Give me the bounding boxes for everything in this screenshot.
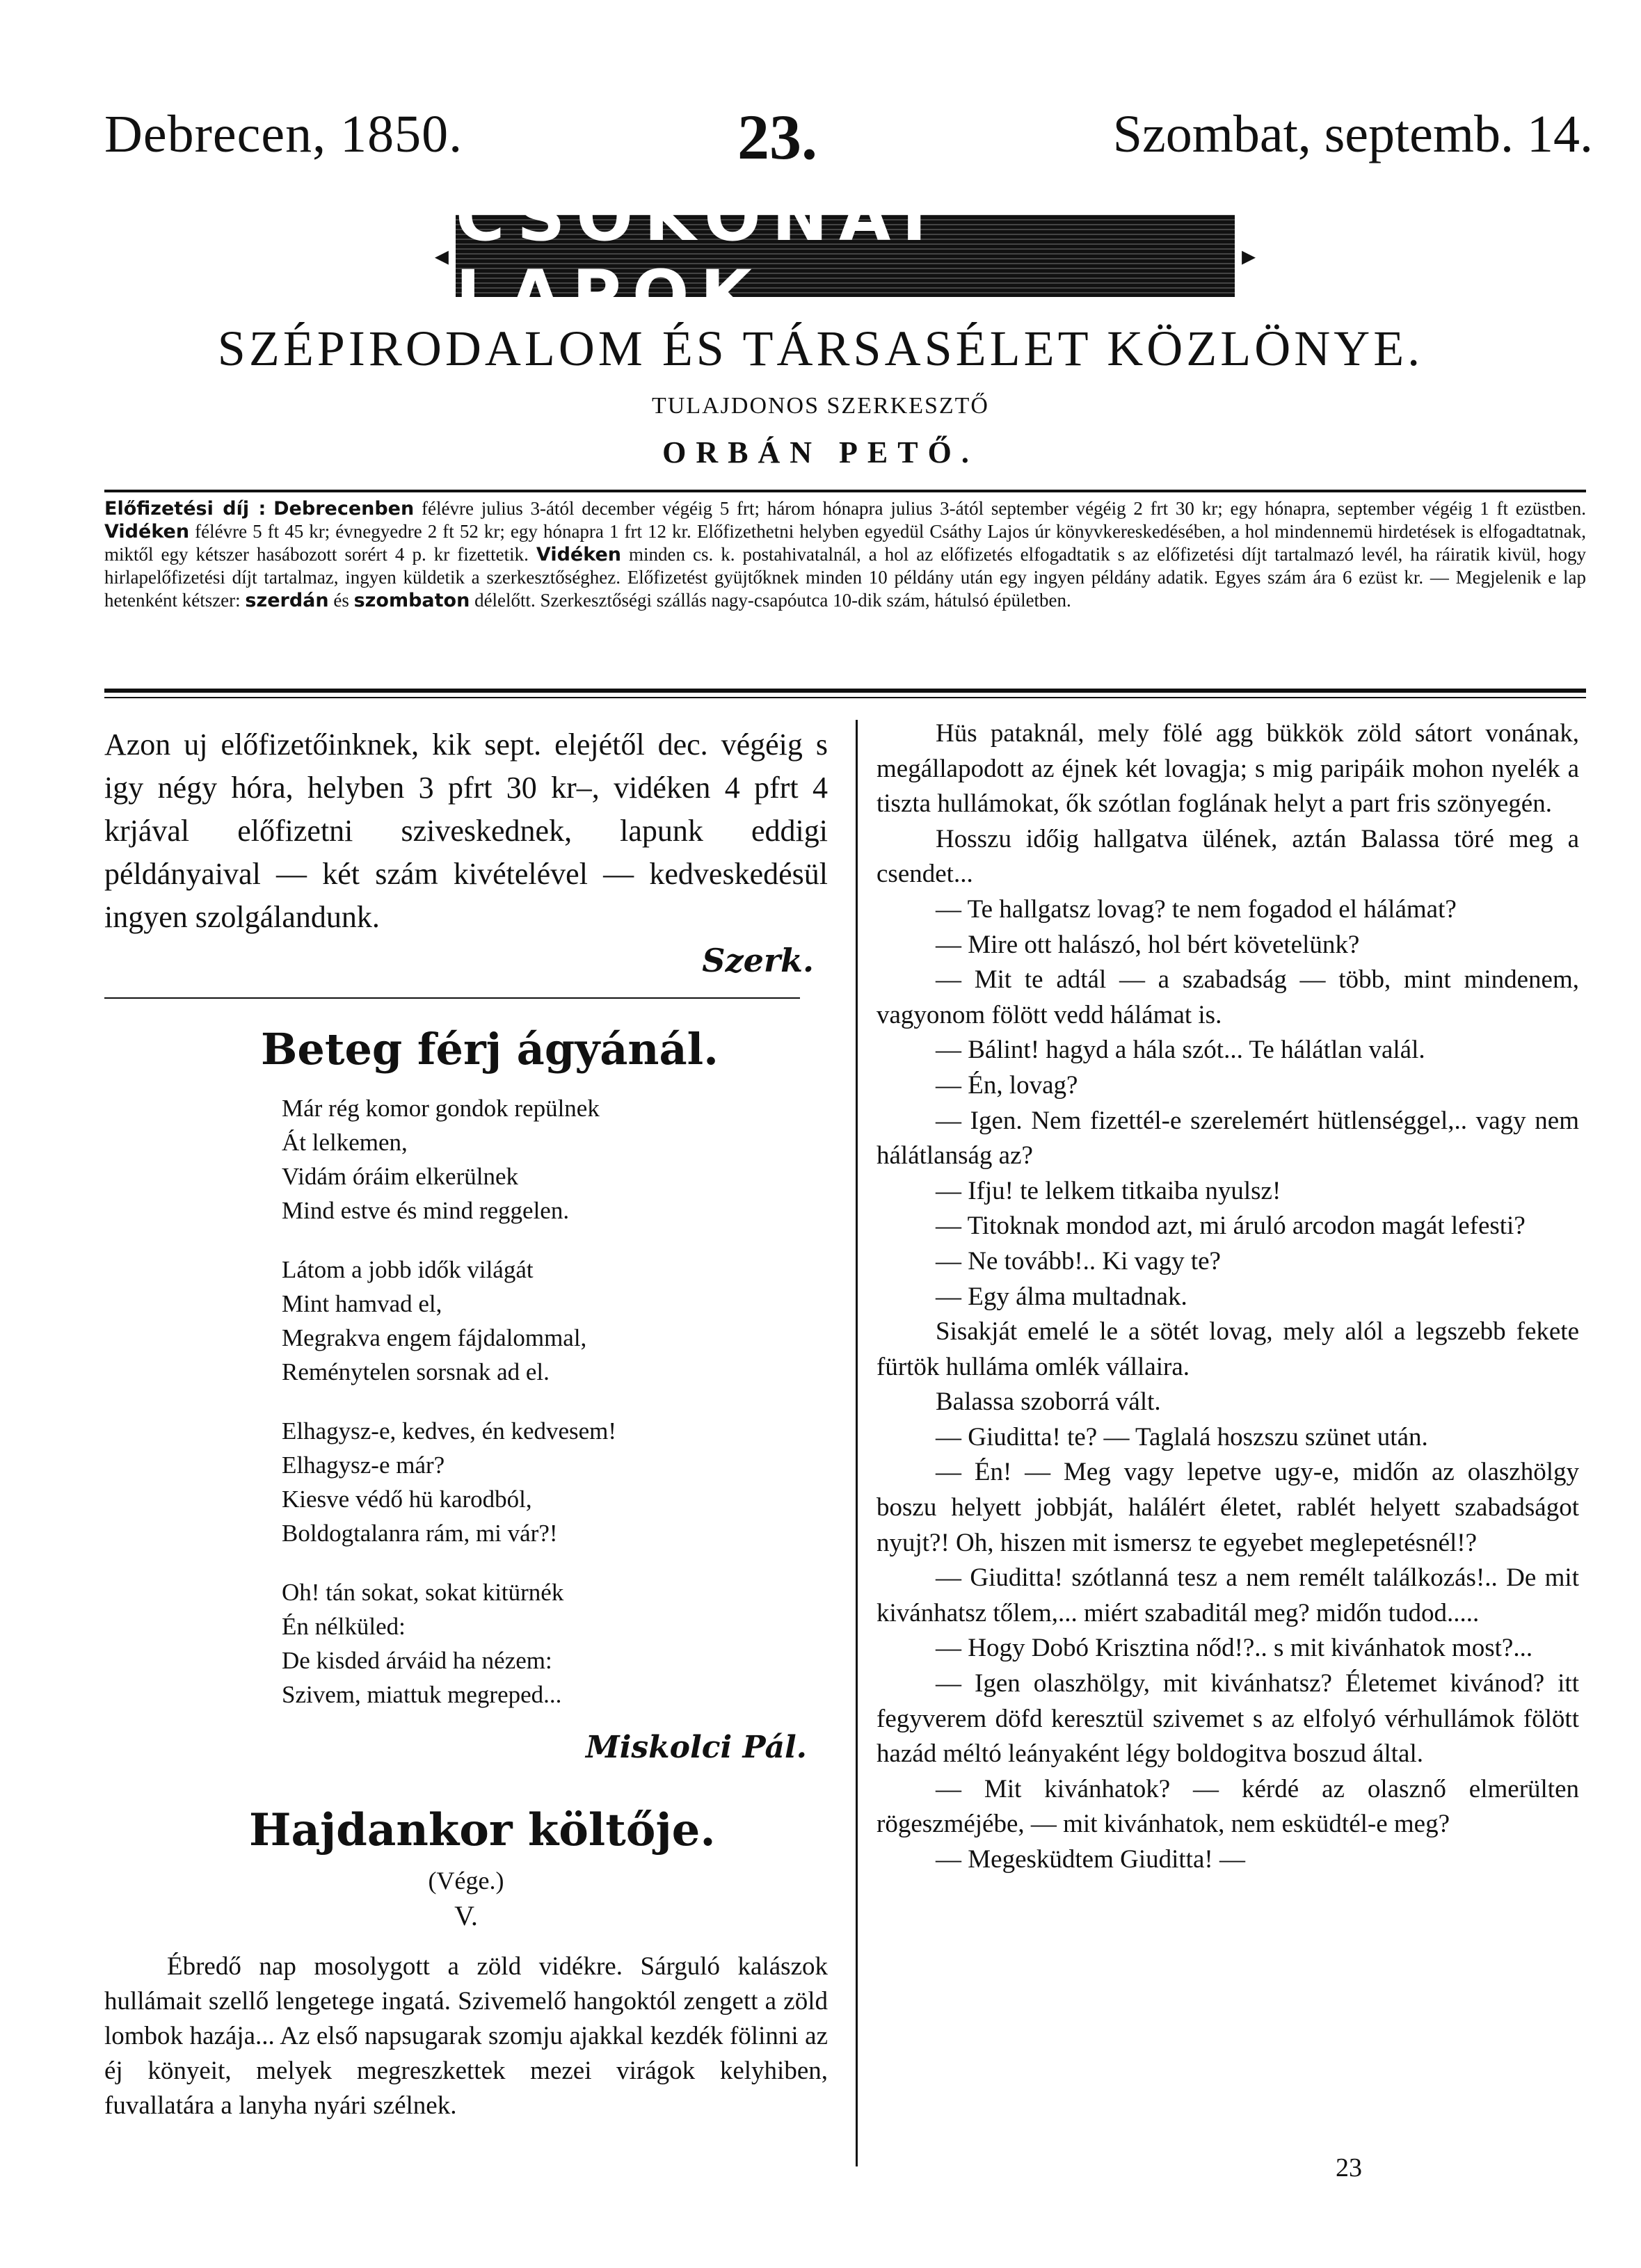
ornament-left-icon: ◂ xyxy=(434,240,449,271)
left-column xyxy=(104,723,828,2123)
story-paragraph: — Ne tovább!.. Ki vagy te? xyxy=(936,1246,1221,1276)
story-paragraph: Hüs pataknál, mely fölé agg bükkök zöld sátort vonának, megállapodott az éjnek két lovagja; s mig paripáik mohon nyelék a tiszta hullámokat, ők szótlan foglának helyt a part fris szönyegén. xyxy=(876,719,1579,819)
story-paragraph: — Giuditta! te? — Taglalá hoszszu szünet után. xyxy=(936,1422,1428,1451)
issue-header xyxy=(104,102,1593,172)
subscription-info xyxy=(104,497,1586,612)
poem-stanza xyxy=(282,1414,828,1550)
story-paragraph: — Én! — Meg vagy lepetve ugy-e, midőn az olaszhölgy boszu helyett jobbját, halálért életet, rablét helyett szabadságot nyujt?! Oh, hiszen mit ismersz te egyebet meglepetésnél!? xyxy=(876,1458,1579,1557)
story-chapter: V. xyxy=(454,1900,478,1931)
divider xyxy=(104,490,1586,492)
owner-name: ORBÁN PETŐ. xyxy=(662,435,979,469)
ornament-right-icon: ▸ xyxy=(1242,240,1256,271)
story-paragraph: — Mit kivánhatok? — kérdé az olasznő elmerülten rögeszméjébe, — mit kivánhatok, nem esküdtél-e meg? xyxy=(876,1774,1579,1839)
story-paragraph: — Mit te adtál — a szabadság — több, mint mindenem, vagyonom fölött vedd hálámat is. xyxy=(876,965,1579,1029)
owner-label: TULAJDONOS SZERKESZTŐ xyxy=(652,393,989,419)
poem-line: Megrakva engem fájdalommal, xyxy=(282,1324,587,1351)
poem-line: Látom a jobb idők világát xyxy=(282,1256,534,1283)
poem-line: Kiesve védő hü karodból, xyxy=(282,1486,532,1513)
issue-number: 23. xyxy=(737,102,817,172)
notice-text: Azon uj előfizetőinknek, kik sept. elejétől dec. végéig s igy négy hóra, helyben 3 pfrt 30 kr–, vidéken 4 pfrt 4 krjával előfizetni sziveskednek, lapunk eddigi példányaival — két szám kivételével — kedveskedésül ingyen szolgálandunk. xyxy=(104,727,828,934)
story-paragraph: Hosszu időig hallgatva ülének, aztán Balassa töré meg a csendet... xyxy=(876,824,1579,889)
divider xyxy=(104,697,1586,698)
subscription-country: Vidéken xyxy=(104,521,190,542)
masthead xyxy=(403,177,1287,334)
notice-signature: Szerk. xyxy=(702,942,814,979)
divider xyxy=(104,997,800,999)
poem-line: Mint hamvad el, xyxy=(282,1290,442,1317)
page-number: 23 xyxy=(1336,2153,1362,2182)
subscription-label: Előfizetési díj : xyxy=(104,498,266,520)
subscription-country: Vidéken xyxy=(536,544,622,565)
poem-stanza xyxy=(282,1575,828,1712)
poem-line: Már rég komor gondok repülnek xyxy=(282,1095,600,1122)
story-paragraph: — Bálint! hagyd a hála szót... Te hálátlan valál. xyxy=(936,1036,1425,1065)
poem-stanza xyxy=(282,1091,828,1228)
subscription-text: és xyxy=(333,590,349,611)
subscription-text: félévre 5 ft 45 kr; évnegyedre 2 ft 52 kr; egy hónapra 1 frt 12 kr. Előfizethetni helyben egyedül Csáthy Lajos úr könyvkereskedésében, a hol mindennemü hirdetések is elfogadtatnak, miktől egy kétszer hasábozott sorért 4 p. kr fizettetik. xyxy=(104,521,1586,565)
publish-day: szerdán xyxy=(245,590,329,611)
story-paragraph: — Igen olaszhölgy, mit kivánhatsz? Életemet kivánod? itt fegyverem döfd keresztül szivemet s az elfolyó vérhullámok fölött hazád méltó leányaként légy boldogitva boszud által. xyxy=(876,1669,1579,1769)
masthead-title: CSOKONAI LAPOK xyxy=(456,215,1235,297)
poem-line: Reménytelen sorsnak ad el. xyxy=(282,1358,550,1385)
poem-line: Elhagysz-e már? xyxy=(282,1451,445,1479)
story-paragraph: Balassa szoborrá vált. xyxy=(936,1388,1161,1417)
poem-line: Oh! tán sokat, sokat kitürnék xyxy=(282,1579,564,1606)
issue-date: Szombat, septemb. 14. xyxy=(1112,105,1593,163)
story-paragraph: — Igen. Nem fizettél-e szerelemért hütlenséggel,.. vagy nem hálátlanság az? xyxy=(876,1106,1579,1171)
divider xyxy=(104,689,1586,693)
story-paragraph: — Ifju! te lelkem titkaiba nyulsz! xyxy=(936,1176,1281,1205)
story-paragraph: Sisakját emelé le a sötét lovag, mely alól a legszebb fekete fürtök hulláma omlék vállaira. xyxy=(876,1317,1579,1381)
poem-line: Szivem, miattuk megreped... xyxy=(282,1681,562,1708)
subtitle: SZÉPIRODALOM ÉS TÁRSASÉLET KÖZLÖNYE. xyxy=(217,321,1424,376)
story-paragraph: — Titoknak mondod azt, mi áruló arcodon magát lefesti? xyxy=(936,1212,1526,1241)
subscription-text: délelőtt. Szerkesztőségi szállás nagy-csapóutca 10-dik szám, hátulsó épületben. xyxy=(474,590,1071,611)
poem-author: Miskolci Pál. xyxy=(585,1730,807,1765)
story-paragraph: — Hogy Dobó Krisztina nőd!?.. s mit kivánhatok most?... xyxy=(936,1634,1533,1663)
poem-line: Elhagysz-e, kedves, én kedvesem! xyxy=(282,1417,617,1445)
poem-line: Vidám óráim elkerülnek xyxy=(282,1163,519,1190)
story-paragraph: — Te hallgatsz lovag? te nem fogadod el hálámat? xyxy=(936,894,1457,924)
story-subtitle: (Vége.) xyxy=(428,1867,504,1895)
story-paragraph: — Giuditta! szótlanná tesz a nem remélt találkozás!.. De mit kivánhatsz tőlem,... miért szabaditál meg? midőn tudod..... xyxy=(876,1563,1579,1627)
poem-stanza xyxy=(282,1253,828,1389)
story-title: Hajdankor költője. xyxy=(249,1804,716,1856)
right-column xyxy=(876,716,1579,1878)
story-paragraph: — Én, lovag? xyxy=(936,1070,1078,1100)
subscriber-notice xyxy=(104,723,828,982)
poem-line: De kisded árváid ha nézem: xyxy=(282,1647,552,1674)
subscription-city: Debrecenben xyxy=(273,498,415,520)
story-paragraph: Ébredő nap mosolygott a zöld vidékre. Sárguló kalászok hullámait szellő lengetege ingatá. Szivemelő hangoktól zengett a zöld lombok hazája... Az első napsugarak szomju ajakkal kezdék fölinni az éj könyeit, melyek megreszkettek mezei virágok kelyhiben, fuvallatára a lanyha nyári szélnek. xyxy=(104,1952,828,2120)
poem-line: Mind estve és mind reggelen. xyxy=(282,1197,570,1224)
place-year: Debrecen, 1850. xyxy=(104,105,463,163)
subscription-text: félévre julius 3-ától december végéig 5 frt; három hónapra julius 3-ától september végéig 2 frt 30 kr; egy hónapra, september végéig 1 ft ezüstben. xyxy=(422,498,1587,519)
column-divider xyxy=(856,720,858,2166)
story-paragraph: — Megesküdtem Giuditta! — xyxy=(936,1845,1245,1874)
poem-line: Én nélküled: xyxy=(282,1613,406,1640)
poem-line: Át lelkemen, xyxy=(282,1129,408,1156)
poem-title: Beteg férj ágyánál. xyxy=(261,1024,719,1075)
poem-line: Boldogtalanra rám, mi vár?! xyxy=(282,1520,558,1547)
subscription-text: minden cs. k. postahivatalnál, a hol az előfizetés elfogadtatik s az előfizetési díjt tartalmazó levél, ha ráiratik kivül, hogy hirlapelőfizetési díjt tartalmaz, ingyen küldetik a szerkesztőséghez. Előfizetést gyüjtőknek minden 10 példány után egy ingyen példány adatik. Egyes szám ára 6 ezüst kr. — Megjelenik e lap hetenként kétszer: xyxy=(104,544,1586,611)
publish-day: szombaton xyxy=(353,590,470,611)
story-paragraph: — Egy álma multadnak. xyxy=(936,1282,1187,1311)
story-paragraph: — Mire ott halászó, hol bért követelünk? xyxy=(936,930,1360,959)
